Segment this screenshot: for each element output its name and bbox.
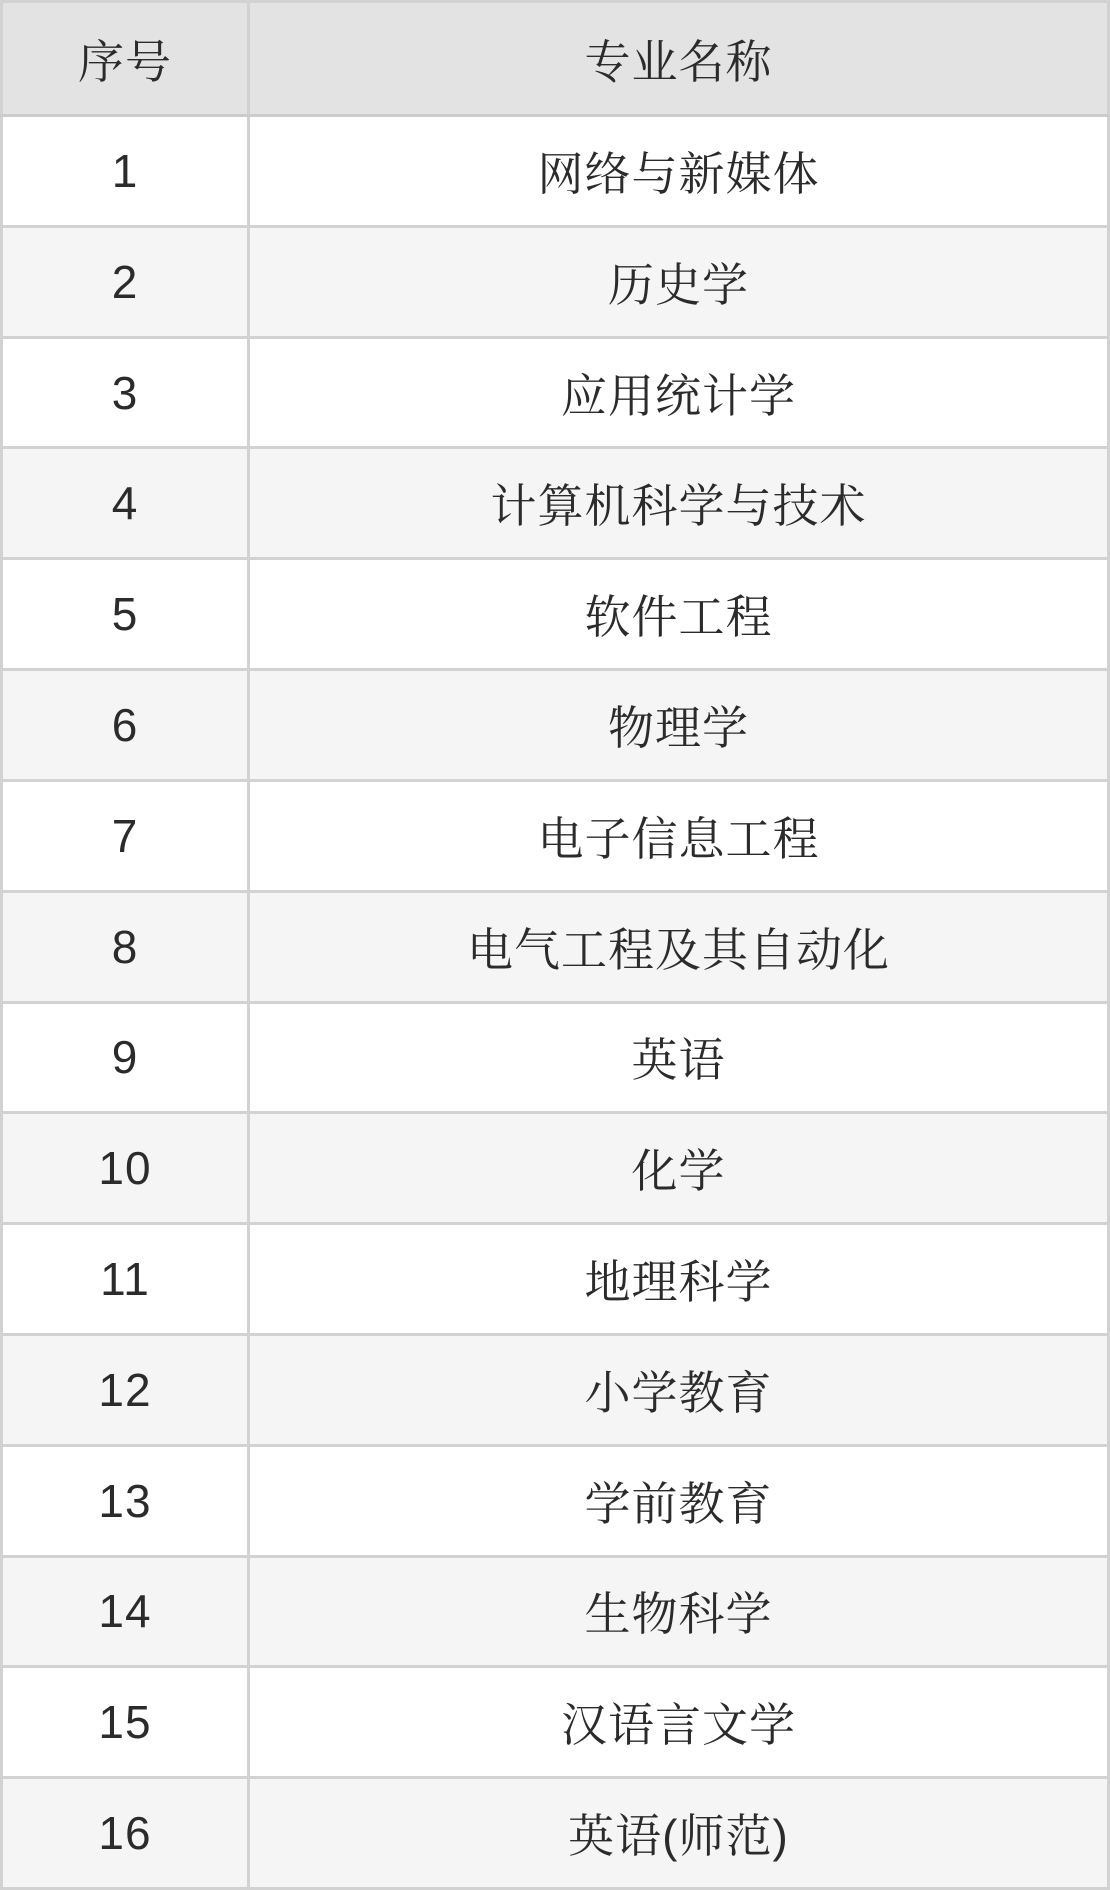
major-name-cell: 汉语言文学 bbox=[249, 1667, 1109, 1778]
table-row bbox=[2, 670, 1109, 781]
major-name-cell: 学前教育 bbox=[249, 1445, 1109, 1556]
row-index-cell: 5 bbox=[2, 559, 249, 670]
major-name-cell: 网络与新媒体 bbox=[249, 116, 1109, 227]
row-index-cell: 9 bbox=[2, 1002, 249, 1113]
row-index-cell: 8 bbox=[2, 891, 249, 1002]
column-header-major-name: 专业名称 bbox=[249, 2, 1109, 116]
table-row bbox=[2, 1667, 1109, 1778]
major-name-cell: 英语 bbox=[249, 1002, 1109, 1113]
major-name-cell: 软件工程 bbox=[249, 559, 1109, 670]
row-index-cell: 16 bbox=[2, 1778, 249, 1889]
table-row bbox=[2, 116, 1109, 227]
major-name-cell: 电子信息工程 bbox=[249, 780, 1109, 891]
row-index-cell: 7 bbox=[2, 780, 249, 891]
major-name-cell: 化学 bbox=[249, 1113, 1109, 1224]
table-row bbox=[2, 448, 1109, 559]
row-index-cell: 2 bbox=[2, 226, 249, 337]
row-index-cell: 14 bbox=[2, 1556, 249, 1667]
table-row bbox=[2, 559, 1109, 670]
table-row bbox=[2, 1334, 1109, 1445]
table-row bbox=[2, 1224, 1109, 1335]
row-index-cell: 10 bbox=[2, 1113, 249, 1224]
row-index-cell: 1 bbox=[2, 116, 249, 227]
row-index-cell: 6 bbox=[2, 670, 249, 781]
major-name-cell: 英语(师范) bbox=[249, 1778, 1109, 1889]
row-index-cell: 11 bbox=[2, 1224, 249, 1335]
table-row bbox=[2, 1778, 1109, 1889]
row-index-cell: 4 bbox=[2, 448, 249, 559]
header-row bbox=[2, 2, 1109, 116]
table-row bbox=[2, 1002, 1109, 1113]
table-row bbox=[2, 780, 1109, 891]
table-row bbox=[2, 226, 1109, 337]
major-name-cell: 地理科学 bbox=[249, 1224, 1109, 1335]
major-name-cell: 历史学 bbox=[249, 226, 1109, 337]
row-index-cell: 13 bbox=[2, 1445, 249, 1556]
table-row bbox=[2, 1556, 1109, 1667]
major-name-cell: 应用统计学 bbox=[249, 337, 1109, 448]
table-row bbox=[2, 891, 1109, 1002]
major-name-cell: 计算机科学与技术 bbox=[249, 448, 1109, 559]
major-name-cell: 小学教育 bbox=[249, 1334, 1109, 1445]
row-index-cell: 3 bbox=[2, 337, 249, 448]
table-body bbox=[2, 116, 1109, 1889]
table-row bbox=[2, 337, 1109, 448]
major-name-cell: 电气工程及其自动化 bbox=[249, 891, 1109, 1002]
table-row bbox=[2, 1445, 1109, 1556]
major-name-cell: 生物科学 bbox=[249, 1556, 1109, 1667]
column-header-index: 序号 bbox=[2, 2, 249, 116]
row-index-cell: 15 bbox=[2, 1667, 249, 1778]
row-index-cell: 12 bbox=[2, 1334, 249, 1445]
major-name-cell: 物理学 bbox=[249, 670, 1109, 781]
table-row bbox=[2, 1113, 1109, 1224]
